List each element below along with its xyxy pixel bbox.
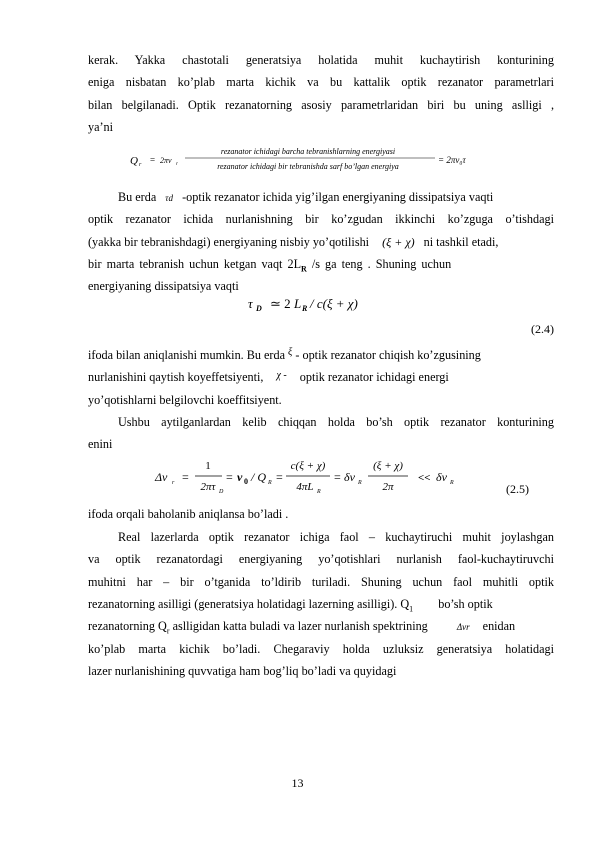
text-span: nurlanishini qaytish koyeffetsiyenti, <box>88 370 264 384</box>
eq1-numerator: rezanator ichidagi barcha tebranishlarning energiyasi <box>220 147 396 156</box>
svg-text:δν: δν <box>344 470 355 484</box>
xi-symbol: ξ <box>288 347 293 358</box>
svg-text:4πL: 4πL <box>296 481 314 493</box>
svg-text:c(ξ + χ): c(ξ + χ) <box>290 460 326 472</box>
text-span: ifoda bilan aniqlanishi mumkin. Bu erda <box>88 348 285 362</box>
svg-text:ν: ν <box>237 470 243 484</box>
svg-text:=: = <box>334 470 341 484</box>
svg-text:D: D <box>256 304 262 313</box>
text-line: Ushbu aytilganlardan kelib chiqqan holda bo’sh optik rezanator konturining <box>118 415 554 429</box>
svg-text:=: = <box>226 470 233 484</box>
svg-text:=: = <box>276 470 283 484</box>
svg-text:τ: τ <box>248 296 253 311</box>
equation-q-definition <box>130 146 490 174</box>
eq1-right: = 2πν₀τ <box>438 155 466 165</box>
text-span: enidan <box>482 619 516 633</box>
svg-text:≃ 2: ≃ 2 <box>270 296 291 311</box>
text-span: aslligidan katta buladi va lazer nurlanish spektrining <box>169 619 428 633</box>
equation-number: (2.5) <box>506 482 529 496</box>
text-span: rezanatorning asilligi (generatsiya holatidagi lazerning asilligi). Q <box>88 597 410 611</box>
text-line <box>88 366 554 391</box>
svg-text:L: L <box>294 296 302 311</box>
svg-text:δν: δν <box>436 470 447 484</box>
svg-text:R: R <box>302 304 308 313</box>
text-span: -optik rezanator ichida yig’ilgan energiyaning dissipatsiya vaqti <box>182 190 494 204</box>
svg-text:R: R <box>317 489 321 495</box>
svg-text:(ξ + χ): (ξ + χ) <box>373 460 403 472</box>
svg-text:r: r <box>172 480 175 486</box>
text-line: va optik rezanatordagi energiyaning yo’qotishlari nurlanish faol-kuchaytiruvchi <box>88 552 554 566</box>
subscript: 1 <box>409 604 414 614</box>
equation-number: (2.4) <box>531 322 554 336</box>
text-line: ko’plab marta kichik bo’ladi. Chegaraviy holda uzluksiz generatsiya holatidagi <box>88 642 554 656</box>
svg-text:R: R <box>358 480 362 486</box>
page-number: 13 <box>291 776 304 790</box>
text-line: Real lazerlarda optik rezanator ichiga faol – kuchaytiruchi muhit joylashgan <box>118 530 554 544</box>
svg-text:R: R <box>450 480 454 486</box>
svg-text:=: = <box>182 470 189 484</box>
text-span: optik rezanator ichidagi energi <box>299 370 449 384</box>
delta-nu-r-symbol: Δνr <box>456 622 470 632</box>
text-line: eniga nisbatan ko’plab marta kichik va bu kattalik optik rezanator parametrlari <box>88 75 554 89</box>
text-span: bo’sh optik <box>438 597 493 611</box>
svg-text:2π: 2π <box>382 481 394 493</box>
eq1-left: Q <box>130 155 138 167</box>
text-line: energiyaning dissipatsiya vaqti <box>88 279 239 293</box>
svg-text:Δν: Δν <box>155 470 168 484</box>
text-span: /s ga teng . Shuning uchun <box>311 257 452 271</box>
text-span: Bu erda <box>118 190 157 204</box>
svg-text:/ Q: / Q <box>251 470 266 484</box>
svg-text:1: 1 <box>205 460 211 472</box>
text-line: yo’qotishlarni belgilovchi koeffitsiyent. <box>88 393 282 407</box>
svg-text:D: D <box>219 489 224 495</box>
svg-text:0: 0 <box>244 477 248 486</box>
svg-text:r: r <box>176 162 178 167</box>
text-span: rezanatorning Q <box>88 619 167 633</box>
svg-text:/ c(ξ + χ): / c(ξ + χ) <box>310 296 358 311</box>
text-line: enini <box>88 437 113 451</box>
subscript: r <box>166 626 170 636</box>
equation-2-4 <box>248 290 388 316</box>
chi-symbol: χ - <box>276 370 287 381</box>
text-line: ifoda orqali baholanib aniqlansa bo’ladi . <box>88 507 289 521</box>
text-span: (yakka bir tebranishdagi) energiyaning nisbiy yo’qotilishi <box>88 235 370 249</box>
text-line <box>88 231 554 254</box>
text-line <box>118 186 554 210</box>
text-span: ni tashkil etadi, <box>423 235 499 249</box>
svg-text:r: r <box>139 162 142 168</box>
text-line: bilan belgilanadi. Optik rezanatorning asosiy parametrlaridan biri bu uning aslligi , <box>88 98 554 112</box>
text-line: lazer nurlanishining quvvatiga ham bog’liq bo’ladi va quyidagi <box>88 664 397 678</box>
tau-d-symbol: τd <box>165 193 174 203</box>
eq1-denominator: rezanator ichidagi bir tebranishda sarf bo’lgan energiya <box>217 162 399 171</box>
equation-2-5 <box>150 452 490 504</box>
svg-text:2πν: 2πν <box>160 156 172 165</box>
text-span: - optik rezanator chiqish ko’zgusining <box>295 348 481 362</box>
xi-chi-symbol: (ξ + χ) <box>382 235 415 249</box>
svg-text:R: R <box>268 480 272 486</box>
text-line: muhitni har – bir o’tganida to’ldirib turiladi. Shuning uchun faol muhitli optik <box>88 575 554 589</box>
svg-text:<<: << <box>418 472 431 484</box>
text-line: optik rezanator ichida nurlanishning bir ko’zgudan ikkinchi ko’zguga o’tishdagi <box>88 212 554 226</box>
svg-text:2πτ: 2πτ <box>200 481 216 493</box>
svg-text:=: = <box>150 155 156 165</box>
text-line <box>88 344 554 369</box>
subscript: R <box>301 264 307 274</box>
text-line: kerak. Yakka chastotali generatsiya holatida muhit kuchaytirish konturining <box>88 53 554 67</box>
text-line: ya’ni <box>88 120 114 134</box>
text-span: bir marta tebranish uchun ketgan vaqt 2L <box>88 257 302 271</box>
